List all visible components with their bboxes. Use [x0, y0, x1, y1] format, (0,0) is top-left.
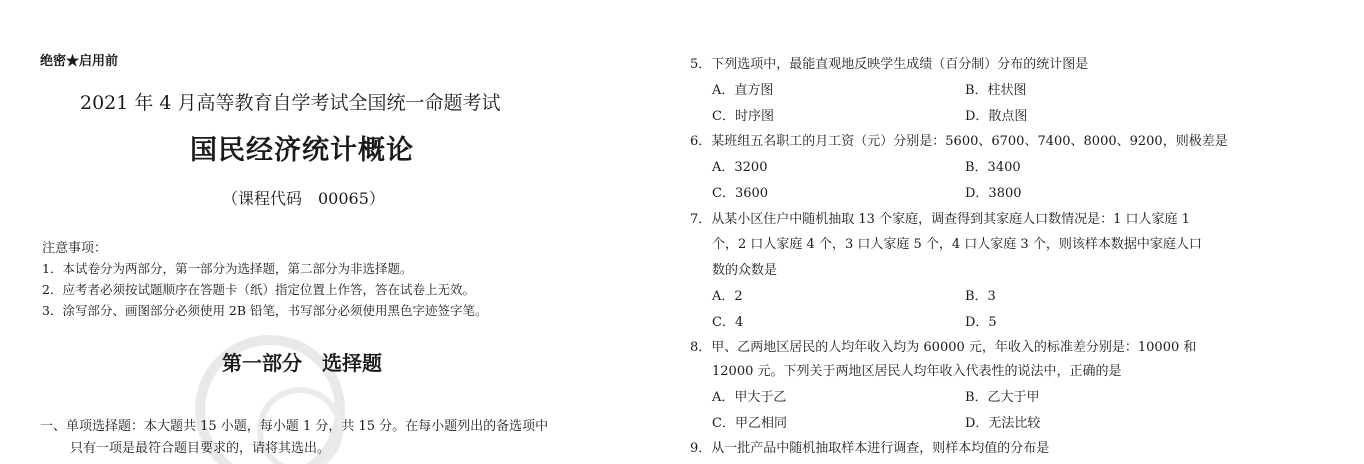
option: D．3800 — [965, 186, 1022, 201]
question-7: 7．从某小区住户中随机抽取 13 个家庭，调查得到其家庭人口数情况是：1 口人家庭 1 — [690, 212, 1190, 227]
option: D．散点图 — [965, 109, 1028, 124]
part-one-title: 第一部分 选择题 — [222, 351, 382, 375]
section-instruction: 一、单项选择题：本大题共 15 小题，每小题 1 分，共 15 分。在每小题列出的备选项中 — [40, 419, 549, 434]
course-code: （课程代码 00065） — [222, 189, 385, 208]
subject-title: 国民经济统计概论 — [190, 135, 414, 166]
option: B．3400 — [965, 160, 1021, 175]
option: A．直方图 — [712, 83, 774, 98]
note-item: 2．应考者必须按试题顺序在答题卡（纸）指定位置上作答，答在试卷上无效。 — [42, 282, 475, 297]
section-instruction: 只有一项是最符合题目要求的，请将其选出。 — [70, 441, 331, 456]
note-item: 1．本试卷分为两部分，第一部分为选择题，第二部分为非选择题。 — [42, 261, 413, 276]
option: C．时序图 — [712, 109, 774, 124]
option: A．甲大于乙 — [712, 390, 787, 405]
option: D．无法比较 — [965, 416, 1041, 431]
option: A．3200 — [712, 160, 768, 175]
option: C．3600 — [712, 186, 769, 201]
option: C．4 — [712, 315, 744, 330]
option: D．5 — [965, 315, 997, 330]
notes-title: 注意事项： — [42, 241, 108, 256]
option: C．甲乙相同 — [712, 416, 787, 431]
question-8: 8．甲、乙两地区居民的人均年收入均为 60000 元，年收入的标准差分别是：10000 和 — [690, 340, 1197, 355]
option: B．乙大于甲 — [965, 390, 1040, 405]
question-6: 6．某班组五名职工的月工资（元）分别是：5600、6700、7400、8000、9200，则极差是 — [690, 134, 1228, 149]
confidential-label: 绝密★启用前 — [40, 54, 119, 69]
option: B．3 — [965, 289, 996, 304]
question-7-cont: 个，2 口人家庭 4 个，3 口人家庭 5 个，4 口人家庭 3 个，则该样本数据中家庭人口 — [712, 237, 1202, 252]
option: B．柱状图 — [965, 83, 1027, 98]
question-8-cont: 12000 元。下列关于两地区居民人均年收入代表性的说法中，正确的是 — [712, 364, 1122, 379]
option: A．2 — [712, 289, 743, 304]
note-item: 3．涂写部分、画图部分必须使用 2B 铅笔，书写部分必须使用黑色字迹签字笔。 — [42, 303, 488, 318]
question-7-cont: 数的众数是 — [712, 263, 778, 278]
question-9: 9．从一批产品中随机抽取样本进行调查，则样本均值的分布是 — [690, 441, 1050, 456]
exam-title: 2021 年 4 月高等教育自学考试全国统一命题考试 — [80, 92, 501, 114]
question-5: 5．下列选项中，最能直观地反映学生成绩（百分制）分布的统计图是 — [690, 57, 1089, 72]
